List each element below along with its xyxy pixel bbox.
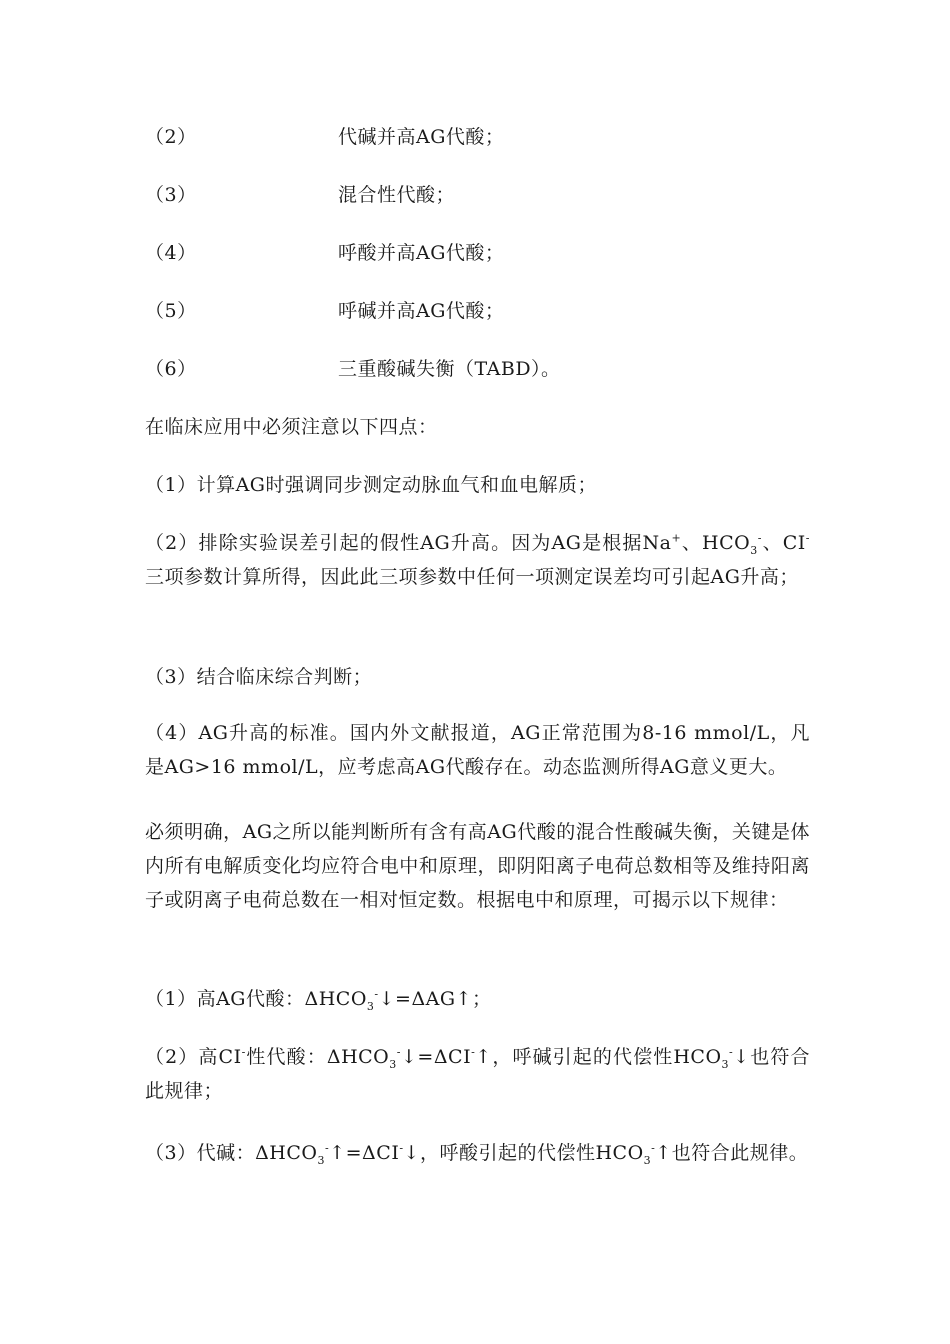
list-item-text: 代碱并高AG代酸； — [338, 126, 505, 148]
list-item — [145, 294, 504, 328]
rule-2: （2）高CI-性代酸：$\Delta HCO_3^-↓=\Delta CI^-↑$，呼碱引起的代偿性$HCO_3^-↓$也符合此规律； — [145, 1045, 811, 1102]
list-item-text: 呼酸并高AG代酸； — [338, 242, 505, 264]
note-2: （2）排除实验误差引起的假性AG升高。因为AG是根据Na+、$HCO_3^-$、CI-三项参数计算所得，因此此三项参数中任何一项测定误差均可引起AG升高； — [145, 531, 811, 588]
list-item-number: （6） — [145, 358, 197, 380]
note-4: （4）AG升高的标准。国内外文献报道，AG正常范围为8-16 mmol/L，凡是AG>16 mmol/L，应考虑高AG代酸存在。动态监测所得AG意义更大。 — [145, 722, 810, 778]
rule-3: （3）代碱：$\Delta HCO_3^-↑=\Delta CI^-↓$，呼酸引起的代偿性$HCO_3^-↑$也符合此规律。 — [145, 1141, 809, 1167]
conclusion-paragraph: 必须明确，AG之所以能判断所有含有高AG代酸的混合性酸碱失衡，关键是体内所有电解质变化均应符合电中和原理，即阴阳离子电荷总数相等及维持阳离子或阴离子电荷总数在一相对恒定数。根据电中和原理，可揭示以下规律： — [145, 821, 810, 911]
list-item — [145, 120, 504, 154]
intro-paragraph: 在临床应用中必须注意以下四点： — [145, 416, 438, 438]
list-item — [145, 178, 455, 212]
list-item-number: （3） — [145, 184, 197, 206]
list-item-text: 呼碱并高AG代酸； — [338, 300, 505, 322]
list-item-number: （4） — [145, 242, 197, 264]
list-item-number: （2） — [145, 126, 197, 148]
list-item-text: 三重酸碱失衡（TABD）。 — [338, 358, 561, 380]
list-item-text: 混合性代酸； — [338, 184, 456, 206]
note-3: （3）结合临床综合判断； — [145, 666, 373, 688]
rule-1: （1）高AG代酸：$\Delta HCO_3^-↓=\Delta AG↑$； — [145, 987, 492, 1013]
list-item-number: （5） — [145, 300, 197, 322]
note-1: （1）计算AG时强调同步测定动脉血气和血电解质； — [145, 474, 597, 496]
list-item — [145, 352, 561, 386]
list-item — [145, 236, 504, 270]
